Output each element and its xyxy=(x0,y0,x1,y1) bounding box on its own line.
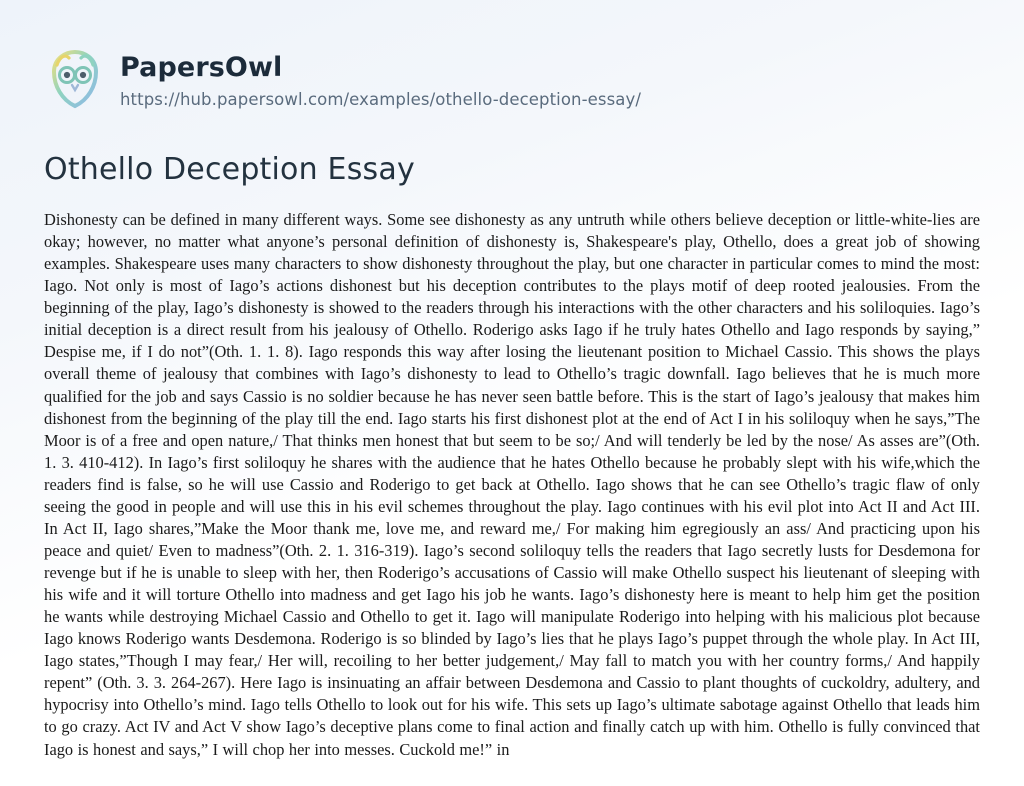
site-header xyxy=(0,0,1024,110)
brand-block xyxy=(120,49,641,109)
owl-logo-icon xyxy=(44,48,106,110)
page-title: Othello Deception Essay xyxy=(44,152,415,187)
brand-name: PapersOwl xyxy=(120,52,283,84)
essay-body: Dishonesty can be defined in many different ways. Some see dishonesty as any untruth while others believe deception or little-white-lies are okay; however, no matter what anyone’s personal definition of dishonesty is, Shakespeare's play, Othello, does a great job of showing examples. Shakespeare uses many characters to show dishonesty throughout the play, but one character in particular comes to mind the most: Iago. Not only is most of Iago’s actions dishonest but his deception contributes to the plays motif of deep rooted jealousies. From the beginning of the play, Iago’s dishonesty is showed to the readers through his interactions with the other characters and his soliloquies. Iago’s initial deception is a direct result from his jealousy of Othello. Roderigo asks Iago if he truly hates Othello and Iago responds by saying,” Despise me, if I do not”(Oth. 1. 1. 8). Iago responds this way after losing the lieutenant position to Michael Cassio. This shows the plays overall theme of jealousy that combines with Iago’s dishonesty to lead to Othello’s tragic downfall. Iago believes that he is much more qualified for the job and says Cassio is no soldier because he has never seen battle before. This is the start of Iago’s jealousy that makes him dishonest from the beginning of the play till the end. Iago starts his first dishonest plot at the end of Act I in his soliloquy when he says,”The Moor is of a free and open nature,/ That thinks men honest that but seem to be so;/ And will tenderly be led by the nose/ As asses are”(Oth. 1. 3. 410-412). In Iago’s first soliloquy he shares with the audience that he hates Othello because he probably slept with his wife,which the readers find is false, so he will use Cassio and Roderigo to get back at Othello. Iago shows that he can see Othello’s tragic flaw of only seeing the good in people and will use this in his evil schemes throughout the play. Iago continues with his evil plot into Act II and Act III. In Act II, Iago shares,”Make the Moor thank me, love me, and reward me,/ For making him egregiously an ass/ And practicing upon his peace and quiet/ Even to madness”(Oth. 2. 1. 316-319). Iago’s second soliloquy tells the readers that Iago secretly lusts for Desdemona for revenge but if he is unable to sleep with her, then Roderigo’s accusations of Cassio will make Othello suspect his lieutenant of sleeping with his wife and it will torture Othello into madness and get Iago his job he wants. Iago’s dishonesty here is meant to help him get the position he wants while destroying Michael Cassio and Othello to get it. Iago will manipulate Roderigo into helping with his malicious plot because Iago knows Roderigo wants Desdemona. Roderigo is so blinded by Iago’s lies that he plays Iago’s puppet through the whole play. In Act III, Iago states,”Though I may fear,/ Her will, recoiling to her better judgement,/ May fall to match you with her country forms,/ And happily repent” (Oth. 3. 3. 264-267). Here Iago is insinuating an affair between Desdemona and Cassio to plant thoughts of cuckoldry, adultery, and hypocrisy into Othello’s mind. Iago tells Othello to look out for his wife. This sets up Iago’s ultimate sabotage against Othello that leads him to go crazy. Act IV and Act V show Iago’s deceptive plans come to final action and finally catch up with him. Othello is fully convinced that Iago is honest and says,” I will chop her into messes. Cuckold me!” in xyxy=(44,210,980,759)
source-url[interactable]: https://hub.papersowl.com/examples/othello-deception-essay/ xyxy=(120,89,642,109)
